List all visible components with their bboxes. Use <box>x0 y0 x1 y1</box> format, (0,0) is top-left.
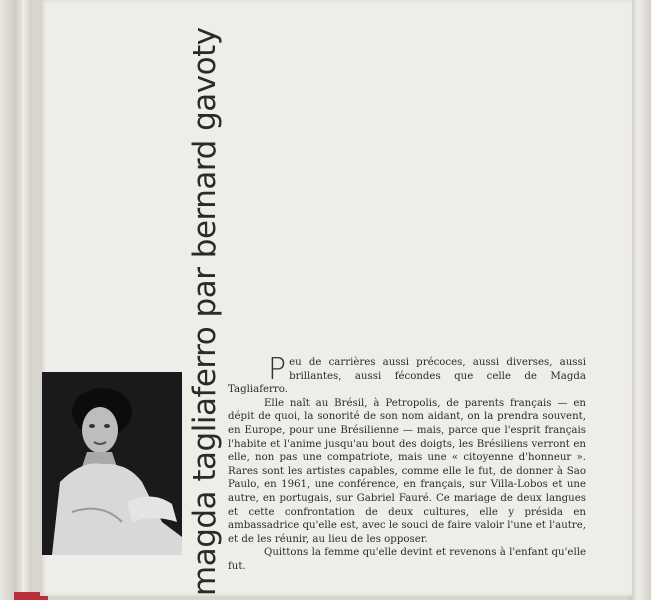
portrait-illustration <box>42 372 182 555</box>
book-spine-strip <box>22 0 32 600</box>
paragraph-1-text: eu de carrières aussi précoces, aussi diverses, aussi brillantes, aussi fécondes que celle de Magda Tagliaferro. <box>228 357 586 396</box>
paragraph-3: Quittons la femme qu'elle devint et revenons à l'enfant qu'elle fut. <box>228 547 586 572</box>
page-stack-edge <box>629 0 651 600</box>
body-text <box>228 352 586 574</box>
portrait-photo <box>42 372 182 555</box>
book-spine-left <box>0 0 22 600</box>
drop-cap: P <box>268 352 287 387</box>
paragraph-2: Elle naît au Brésil, à Petropolis, de parents français — en dépit de quoi, la sonorité de son nom aidant, on la prendra souvent, en Europe, pour une Brésilienne — mais, parce que l'esprit français l'habite et l'anime jusqu'au bout des doigts, les Brésiliens verront en elle, non pas une compatriote, mais une « citoyenne d'honneur ». Rares sont les artistes capables, comme elle le fut, de donner à Sao Paulo, en 1961, une conférence, en français, sur Villa-Lobos et une autre, en portugais, sur Gabriel Fauré. Ce mariage de deux langues et cette confrontation de deux cultures, elle y présida en ambassadrice qu'elle est, avec le souci de faire valoir l'une et l'autre, et de les réunir, au lieu de les opposer. <box>228 397 586 545</box>
paragraph-1 <box>228 352 586 397</box>
vertical-title: magda tagliaferro par bernard gavoty <box>187 27 223 596</box>
